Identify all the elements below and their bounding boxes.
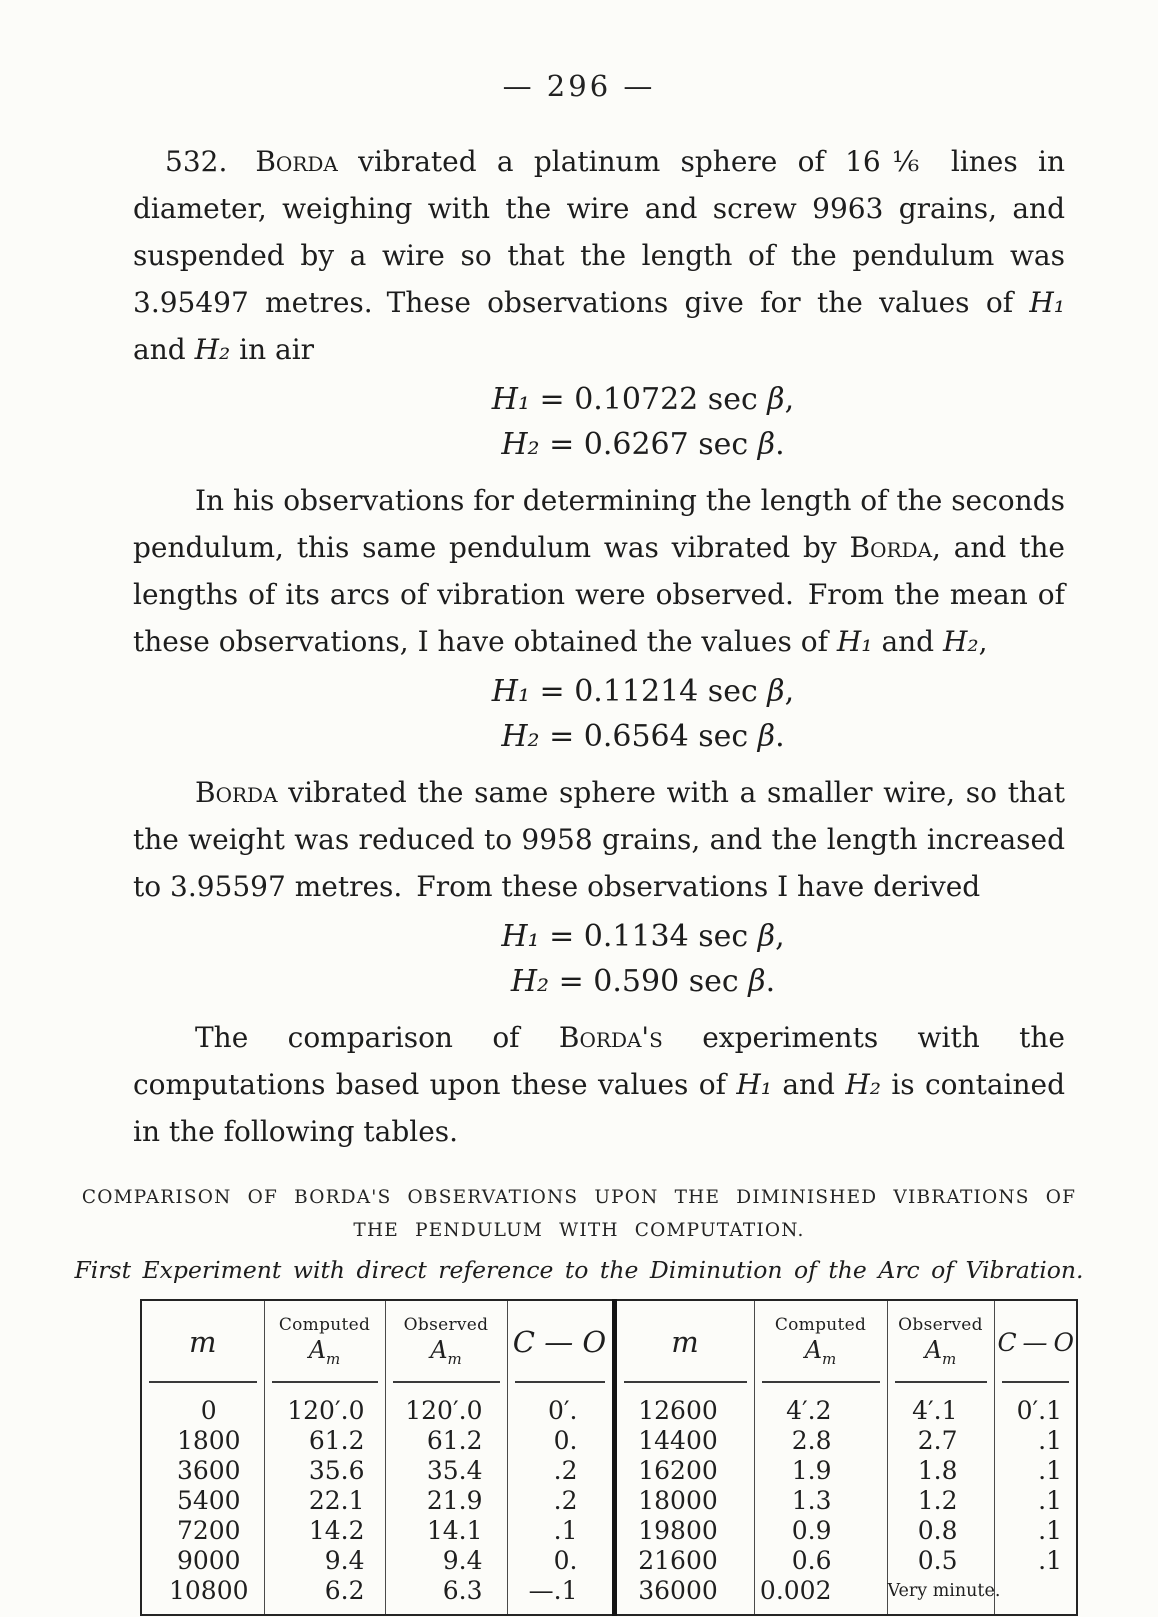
equation-h1-derived — [221, 914, 1065, 959]
text-run: , — [784, 382, 795, 417]
header-c-minus-o: C — O — [994, 1300, 1077, 1383]
table-cell: 1.2 — [887, 1486, 994, 1516]
table-caption — [0, 1181, 1158, 1247]
table-cell: 16200 — [614, 1456, 754, 1486]
table-cell: 4′.2 — [754, 1383, 887, 1426]
math-symbol: β — [748, 964, 766, 999]
header-computed-am: Computed $A_m$ — [264, 1300, 385, 1383]
math-symbol: β — [767, 674, 785, 709]
header-observed-am: Observed $A_m$ — [887, 1300, 994, 1383]
table-cell: 0.9 — [754, 1516, 887, 1546]
table-cell: 1.9 — [754, 1456, 887, 1486]
text-run: = 0.11214 sec — [530, 674, 768, 709]
table-cell: 1.3 — [754, 1486, 887, 1516]
table-cell: 0′.1 — [994, 1383, 1077, 1426]
table-cell: 14400 — [614, 1426, 754, 1456]
table-cell: 61.2 — [264, 1426, 385, 1456]
text-run: The comparison of — [195, 1021, 559, 1054]
table-row — [141, 1546, 1077, 1576]
table-cell: 0.6 — [754, 1546, 887, 1576]
equation-h1-mean — [221, 669, 1065, 714]
paragraph-seconds-pendulum — [133, 477, 1065, 665]
text-run: is contained in the following tables. — [133, 1068, 1065, 1148]
text-run: In his observations for determining the length of the seconds pendulum, this same pendulum was vibrated by — [133, 484, 1065, 564]
text-run: , — [775, 919, 785, 954]
table-subcaption: First Experiment with direct reference to the Diminution of the Arc of Vibration. — [74, 1256, 1084, 1284]
table-row — [141, 1576, 1077, 1615]
table-cell: Very minute. — [887, 1576, 994, 1615]
math-symbol: H₂ — [501, 719, 540, 754]
text-run: in air — [230, 333, 315, 366]
table-cell: 9.4 — [264, 1546, 385, 1576]
math-symbol: H₂ — [194, 333, 231, 366]
table-cell: 0. — [507, 1426, 614, 1456]
table-row — [141, 1516, 1077, 1546]
table-cell: 14.2 — [264, 1516, 385, 1546]
equation-h2-air — [221, 422, 1065, 467]
table-cell: 0′. — [507, 1383, 614, 1426]
text-run: experiments with the computations based upon these values of — [133, 1021, 1065, 1101]
paragraph-smaller-wire — [133, 769, 1065, 910]
math-symbol: β — [757, 919, 776, 954]
text-run: . — [765, 964, 776, 999]
table-header — [141, 1300, 1077, 1383]
table-cell: 9.4 — [385, 1546, 507, 1576]
equation-h1-air — [221, 377, 1065, 422]
table-cell: 36000 — [614, 1576, 754, 1615]
text-run: = 0.1134 sec — [539, 919, 758, 954]
table-cell: 0.8 — [887, 1516, 994, 1546]
header-c-minus-o: C — O — [507, 1300, 614, 1383]
table-cell: .1 — [507, 1516, 614, 1546]
table-row — [141, 1383, 1077, 1426]
math-symbol: H₁ — [491, 382, 530, 417]
table-cell: .1 — [994, 1456, 1077, 1486]
equation-h2-derived — [221, 959, 1065, 1004]
text-run: . — [775, 427, 785, 462]
table-cell: .1 — [994, 1486, 1077, 1516]
math-symbol: H₂ — [510, 964, 550, 999]
text-run: vibrated a platinum sphere of 16⅙ lines in diameter, weighing with the wire and screw 9963 grains, and suspended by a wire so that the length of the pendulum was 3.95497 metres. These observations give for the values of — [133, 145, 1065, 319]
text-run: = 0.590 sec — [549, 964, 749, 999]
table-cell: 7200 — [176, 1516, 241, 1545]
table-cell: 0. — [507, 1546, 614, 1576]
paragraph-comparison-intro — [133, 1014, 1065, 1155]
table-cell: 21600 — [614, 1546, 754, 1576]
table-cell: 1800 — [176, 1426, 241, 1455]
table-cell — [994, 1576, 1077, 1615]
table-cell: 6.2 — [264, 1576, 385, 1615]
text-run: , — [784, 674, 795, 709]
table-cell: 10800 — [168, 1576, 249, 1605]
text-run: and — [771, 1068, 846, 1101]
table-cell: 120′.0 — [385, 1383, 507, 1426]
table-cell: .2 — [507, 1486, 614, 1516]
table-cell: .2 — [507, 1456, 614, 1486]
table-cell: 0 — [200, 1396, 217, 1425]
math-symbol: H₁ — [836, 625, 873, 658]
math-symbol: H₁ — [491, 674, 530, 709]
text-run: vibrated the same sphere with a smaller wire, so that the weight was reduced to 9958 grains, and the length increased to 3.95597 metres. From these observations I have derived — [133, 776, 1065, 903]
table-cell: .1 — [994, 1546, 1077, 1576]
math-symbol: H₂ — [501, 427, 540, 462]
table-cell: 22.1 — [264, 1486, 385, 1516]
equation-block-air-values — [133, 377, 1065, 467]
table-cell: 12600 — [614, 1383, 754, 1426]
table-cell: 120′.0 — [264, 1383, 385, 1426]
text-run: 532. — [165, 145, 256, 178]
table-cell: .1 — [994, 1516, 1077, 1546]
table-cell: 35.6 — [264, 1456, 385, 1486]
table-cell: 2.7 — [887, 1426, 994, 1456]
table-cell: 9000 — [176, 1546, 241, 1575]
header-m: m — [614, 1300, 754, 1383]
smallcaps-name: Borda's — [558, 1021, 663, 1054]
table-cell: .1 — [994, 1426, 1077, 1456]
text-run: = 0.6267 sec — [539, 427, 758, 462]
equation-h2-mean — [221, 714, 1065, 759]
math-symbol: H₁ — [501, 919, 540, 954]
table-cell: 1.8 — [887, 1456, 994, 1486]
header-computed-am: Computed $A_m$ — [754, 1300, 887, 1383]
table-cell: 0.002 — [754, 1576, 887, 1615]
table-cell: 21.9 — [385, 1486, 507, 1516]
math-symbol: H₂ — [845, 1068, 881, 1101]
table-cell: 14.1 — [385, 1516, 507, 1546]
math-symbol: β — [757, 427, 776, 462]
table-row — [141, 1456, 1077, 1486]
table-cell: 2.8 — [754, 1426, 887, 1456]
text-run: , and the lengths of its arcs of vibration were observed. From the mean of these observations, I have obtained the values of — [133, 531, 1065, 658]
text-run: = 0.6564 sec — [539, 719, 758, 754]
table-cell: 0.5 — [887, 1546, 994, 1576]
math-symbol: H₂ — [943, 625, 979, 658]
table-cell: 35.4 — [385, 1456, 507, 1486]
math-symbol: β — [767, 382, 785, 417]
table-cell: 3600 — [176, 1456, 241, 1485]
header-observed-am: Observed $A_m$ — [385, 1300, 507, 1383]
smallcaps-name: Borda — [195, 776, 278, 809]
smallcaps-name: Borda — [255, 145, 338, 178]
text-run: = 0.10722 sec — [530, 382, 768, 417]
table-cell: 19800 — [614, 1516, 754, 1546]
math-symbol: β — [757, 719, 776, 754]
table-cell: —.1 — [507, 1576, 614, 1615]
table-cell: 4′.1 — [887, 1383, 994, 1426]
table-row — [141, 1486, 1077, 1516]
table-cell: 61.2 — [385, 1426, 507, 1456]
header-m: m — [141, 1300, 264, 1383]
paragraph-532-borda-sphere — [133, 138, 1065, 373]
page-number: — 296 — — [502, 69, 656, 103]
comparison-table — [140, 1299, 1078, 1616]
text-run: . — [775, 719, 785, 754]
text-run: , — [978, 625, 988, 658]
text-run: and — [872, 625, 943, 658]
math-symbol: H₁ — [1029, 286, 1065, 319]
equation-block-derived-values — [133, 914, 1065, 1004]
table-caption-line-2: THE PENDULUM WITH COMPUTATION. — [353, 1220, 805, 1241]
table-cell: 18000 — [614, 1486, 754, 1516]
table-body — [141, 1383, 1077, 1615]
text-run: and — [133, 333, 195, 366]
table-cell: 6.3 — [385, 1576, 507, 1615]
table-caption-line-1: COMPARISON OF BORDA'S OBSERVATIONS UPON THE DIMINISHED VIBRATIONS OF — [81, 1187, 1077, 1208]
equation-block-mean-values — [133, 669, 1065, 759]
table-cell: 5400 — [176, 1486, 241, 1515]
smallcaps-name: Borda — [849, 531, 933, 564]
math-symbol: H₁ — [736, 1068, 772, 1101]
table-row — [141, 1426, 1077, 1456]
